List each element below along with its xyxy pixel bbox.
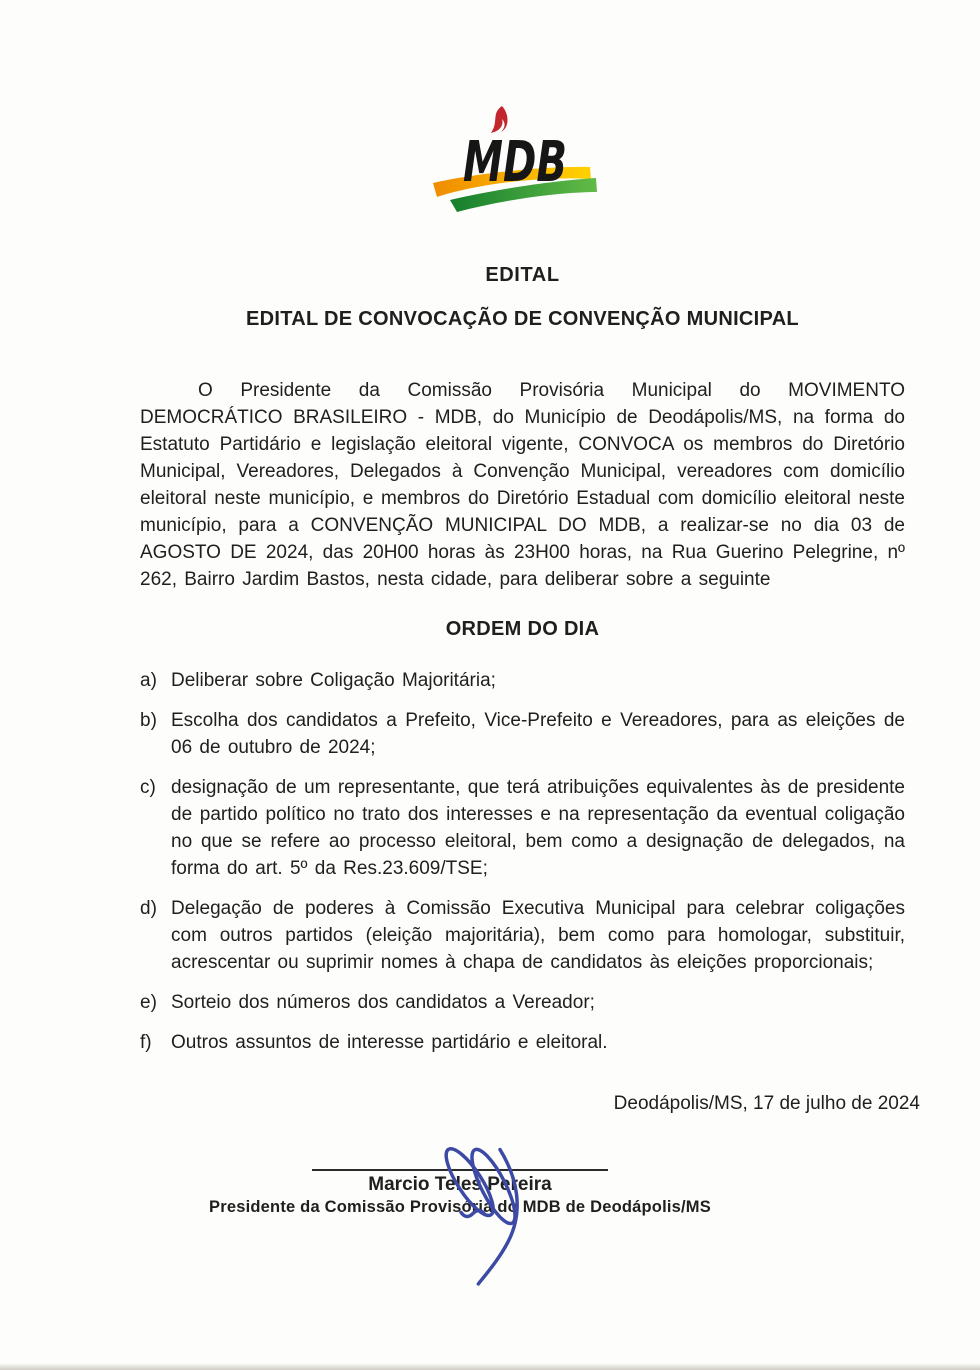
signatory-role: Presidente da Comissão Provisória do MDB de Deodápolis/MS [209, 1198, 711, 1216]
agenda-item-c [140, 774, 905, 882]
agenda-item-text: Sorteio dos números dos candidatos a Vereador; [171, 992, 595, 1013]
agenda-item-text: Delegação de poderes à Comissão Executiva Municipal para celebrar coligações com outros partidos (eleição majoritária), bem como para homologar, substituir, acrescentar ou suprimir nomes à chapa de candidatos às eleições proporcionais; [171, 898, 905, 973]
agenda-list [140, 667, 905, 1056]
agenda-item-d [140, 895, 905, 976]
logo-wordmark: MDB [463, 130, 567, 195]
agenda-heading: ORDEM DO DIA [445, 618, 600, 640]
agenda-item-text: Outros assuntos de interesse partidário e eleitoral. [171, 1032, 608, 1053]
agenda-item-text: designação de um representante, que terá atribuições equivalentes às de presidente de partido político no trato dos interesses e na representação da eventual coligação no que se refere ao processo eleitoral, bem como a designação de delegados, na forma do art. 5º da Res.23.609/TSE; [171, 777, 905, 879]
signatory-name: Marcio Teles Pereira [368, 1174, 552, 1195]
agenda-item-text: Deliberar sobre Coligação Majoritária; [171, 670, 496, 691]
agenda-item-marker: f) [140, 1032, 152, 1053]
intro-paragraph: O Presidente da Comissão Provisória Municipal do MOVIMENTO DEMOCRÁTICO BRASILEIRO - MDB, do Município de Deodápolis/MS, na forma do Estatuto Partidário e legislação eleitoral vigente, CONVOCA os membros do Diretório Municipal, Vereadores, Delegados à Convenção Municipal, vereadores com domicílio eleitoral neste município, e membros do Diretório Estadual com domicílio eleitoral neste município, para a CONVENÇÃO MUNICIPAL DO MDB, a realizar-se no dia 03 de AGOSTO DE 2024, das 20H00 horas às 23H00 horas, na Rua Guerino Pelegrine, nº 262, Bairro Jardim Bastos, nesta cidade, para deliberar sobre a seguinte [140, 380, 905, 590]
dateline: Deodápolis/MS, 17 de julho de 2024 [613, 1093, 920, 1114]
scan-bottom-edge-artifact [0, 1363, 980, 1370]
agenda-item-marker: c) [140, 777, 156, 798]
agenda-item-text: Escolha dos candidatos a Prefeito, Vice-Prefeito e Vereadores, para as eleições de 06 de outubro de 2024; [171, 710, 905, 758]
agenda-item-marker: d) [140, 898, 157, 919]
agenda-item-marker: e) [140, 992, 157, 1013]
agenda-item-marker: b) [140, 710, 157, 731]
logo-flame-icon [491, 106, 508, 133]
mdb-logo-graphic [430, 104, 600, 218]
document-subtitle: EDITAL DE CONVOCAÇÃO DE CONVENÇÃO MUNICIPAL [246, 308, 799, 330]
agenda-item-e [140, 989, 905, 1016]
signature-block [180, 1169, 740, 1217]
agenda-item-b [140, 707, 905, 761]
agenda-item-marker: a) [140, 670, 157, 691]
mdb-logo [430, 104, 600, 218]
agenda-item-f [140, 1029, 905, 1056]
document-title: EDITAL [485, 264, 560, 286]
agenda-item-a [140, 667, 905, 694]
signature-line [312, 1169, 608, 1171]
